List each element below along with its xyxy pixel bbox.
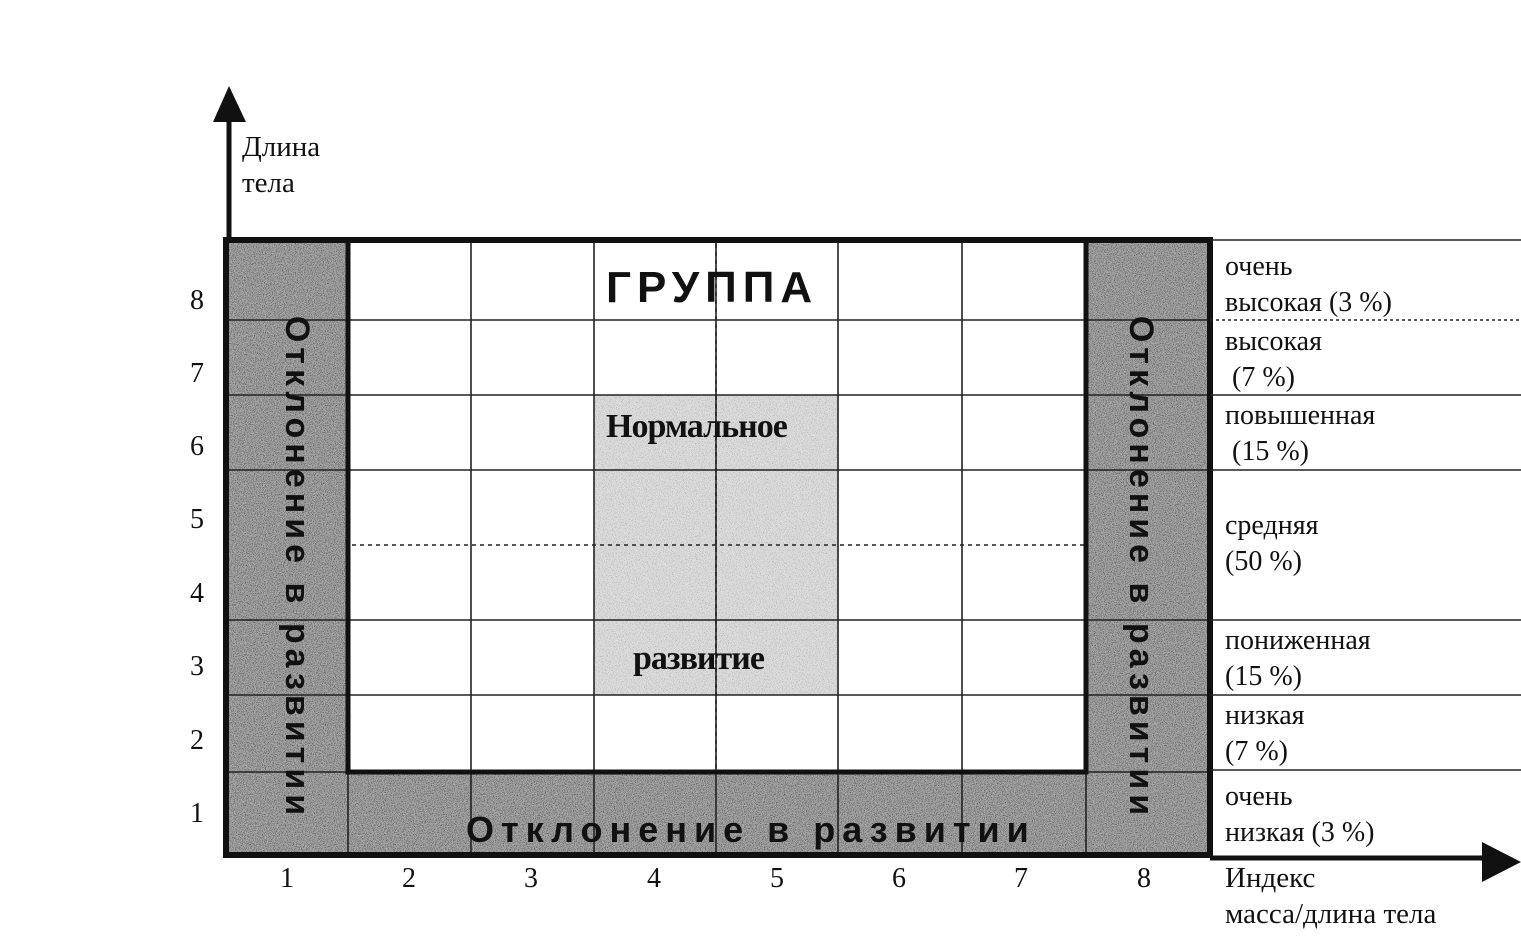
- deviation-left-label: Отклонение в развитии: [278, 315, 316, 821]
- x-tick-label: 6: [892, 863, 906, 894]
- y-tick-label: 7: [190, 358, 204, 389]
- x-tick-label: 2: [402, 863, 416, 894]
- x-axis-title: [1225, 860, 1436, 932]
- x-tick-label: 7: [1014, 863, 1028, 894]
- category-line: низкая: [1225, 700, 1305, 731]
- y-tick-label: 3: [190, 651, 204, 682]
- category-line: низкая (3 %): [1225, 817, 1375, 848]
- category-line: (50 %): [1225, 546, 1302, 577]
- category-line: (15 %): [1225, 661, 1302, 692]
- y-axis-title: [242, 129, 320, 201]
- category-average: [1225, 508, 1318, 580]
- normal-development-label-2: развитие: [633, 640, 764, 677]
- category-line: повышенная: [1225, 400, 1376, 431]
- category-very-low: [1225, 779, 1375, 851]
- category-elevated: [1225, 398, 1375, 470]
- y-tick-label: 4: [190, 578, 204, 609]
- category-line: высокая: [1225, 326, 1322, 357]
- category-reduced: [1225, 623, 1371, 695]
- normal-development-label-1: Нормальное: [606, 408, 787, 445]
- y-tick-label: 1: [190, 798, 204, 829]
- category-line: (7 %): [1225, 736, 1288, 767]
- deviation-right-label: Отклонение в развитии: [1122, 315, 1160, 821]
- y-axis-title-line1: Длина: [242, 131, 321, 163]
- y-axis-title-line2: тела: [242, 167, 295, 199]
- category-line: очень: [1225, 781, 1293, 812]
- category-line: средняя: [1225, 510, 1319, 541]
- y-tick-label: 5: [190, 504, 204, 535]
- x-axis-title-line2: масса/длина тела: [1225, 898, 1437, 930]
- x-tick-label: 8: [1137, 863, 1151, 894]
- x-tick-label: 3: [524, 863, 538, 894]
- category-very-high: [1225, 249, 1392, 321]
- category-line: (15 %): [1225, 436, 1309, 467]
- x-axis-title-line1: Индекс: [1225, 862, 1316, 894]
- category-low: [1225, 698, 1305, 770]
- y-tick-label: 2: [190, 725, 204, 756]
- y-tick-label: 6: [190, 431, 204, 462]
- deviation-bottom-label: Отклонение в развитии: [466, 809, 1036, 850]
- category-line: очень: [1225, 251, 1293, 282]
- x-tick-label: 5: [770, 863, 784, 894]
- group-label: ГРУППА: [606, 263, 819, 312]
- x-tick-label: 4: [647, 863, 661, 894]
- y-tick-label: 8: [190, 285, 204, 316]
- category-line: высокая (3 %): [1225, 287, 1392, 318]
- category-line: пониженная: [1225, 625, 1371, 656]
- x-tick-label: 1: [280, 863, 294, 894]
- category-high: [1225, 324, 1322, 396]
- category-line: (7 %): [1225, 362, 1295, 393]
